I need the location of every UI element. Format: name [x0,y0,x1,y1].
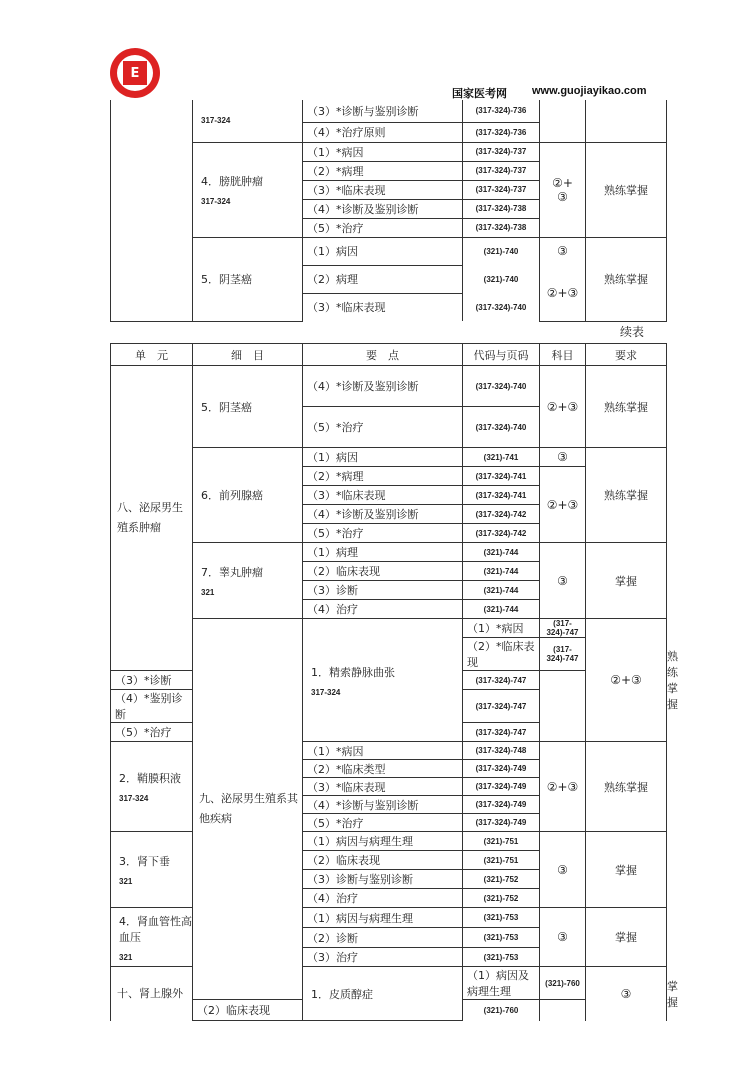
code-cell: (321)-760 [540,967,586,1000]
subject-cell: ③ [540,832,586,908]
site-url[interactable]: www.guojiayikao.com [532,85,647,97]
point-cell: （4）*诊断与鉴别诊断 [303,796,463,814]
subject-cell: ③ [586,967,667,1021]
code-cell: (321)-753 [463,928,540,948]
unit-cell: 十、肾上腺外 [111,967,193,1021]
requirement-cell: 熟练掌握 [586,237,667,321]
point-cell: （5）*治疗 [303,218,463,237]
logo [110,48,160,98]
code-cell: (321)-744 [463,581,540,600]
point-cell: （4）*鉴别诊断 [111,690,193,723]
column-header: 细 目 [193,344,303,366]
point-cell: （2）*临床类型 [303,760,463,778]
code-cell: (321)-741 [463,448,540,467]
code-cell: (317-324)-747 [463,690,540,723]
code-cell: (321)-751 [463,832,540,851]
point-cell: （3）*临床表现 [303,778,463,796]
code-cell: (317-324)-749 [463,778,540,796]
column-header: 科目 [540,344,586,366]
point-cell: （4）*诊断及鉴别诊断 [303,199,463,218]
detail-cell: 4．膀胱肿瘤 317-324 [193,142,303,237]
unit-cell: 九、泌尿男生殖系其他疾病 [193,619,303,1000]
point-cell: （2）*病理 [303,467,463,486]
requirement-cell: 熟练掌握 [586,448,667,543]
point-cell: （2）临床表现 [303,562,463,581]
subject-cell: ②+③ [540,742,586,832]
detail-cell: 2．鞘膜积液 317-324 [111,742,193,832]
subject-cell: ③ [540,908,586,967]
unit-cell: 八、泌尿男生殖系肿瘤 [111,366,193,671]
point-cell: （1）病因及病理生理 [463,967,540,1000]
logo-mark-icon: E [123,61,147,85]
code-cell: (321)-752 [463,870,540,889]
detail-cell: 1．皮质醇症 [303,967,463,1021]
code-cell: (321)-744 [463,562,540,581]
subject-cell: ③ [540,448,586,467]
column-header: 要 点 [303,344,463,366]
code-cell: (317-324)-736 [463,122,540,142]
code-cell: (317-324)-748 [463,742,540,760]
point-cell: （4）*诊断及鉴别诊断 [303,366,463,407]
code-cell: (317-324)-740 [463,366,540,407]
code-cell: (317-324)-747 [540,619,586,638]
point-cell: （1）病因 [303,448,463,467]
code-cell: (321)-744 [463,600,540,619]
point-cell: （2）*病理 [303,161,463,180]
column-header: 要求 [586,344,667,366]
syllabus-table-top [110,100,667,322]
point-cell: （3）*临床表现 [303,486,463,505]
point-cell: （4）*治疗原则 [303,122,463,142]
point-cell: （2）临床表现 [193,1000,303,1021]
detail-cell: 3．肾下垂 321 [111,832,193,908]
header-row [111,344,667,366]
subject-cell: ③ [540,237,586,265]
point-cell: （2）诊断 [303,928,463,948]
unit-cell [111,100,193,321]
code-cell: (321)-744 [463,543,540,562]
code-cell: (321)-753 [463,948,540,967]
point-cell: （2）*临床表现 [463,638,540,671]
code-cell: (321)-740 [463,265,540,293]
code-cell: (321)-740 [463,237,540,265]
subject-cell: ③ [540,543,586,619]
subject-cell: ②+ ③ [540,142,586,237]
detail-cell: 4．肾血管性高血压 321 [111,908,193,967]
code-cell: (317-324)-742 [463,524,540,543]
requirement-cell [586,100,667,142]
point-cell: （5）*治疗 [111,723,193,742]
code-cell: (317-324)-737 [463,180,540,199]
code-cell: (317-324)-749 [463,796,540,814]
point-cell: （2）病理 [303,265,463,293]
column-header: 代码与页码 [463,344,540,366]
requirement-cell: 掌握 [586,832,667,908]
code-cell: (317-324)-738 [463,199,540,218]
point-cell: （1）病理 [303,543,463,562]
code-cell: (317-324)-740 [463,293,540,321]
point-cell: （4）*诊断及鉴别诊断 [303,505,463,524]
detail-cell: 317-324 [193,100,303,142]
syllabus-table: 单 元 细 目 要 点 代码与页码 科目 要求 八、泌尿男生殖系肿瘤 5．阴茎癌 （4）*诊断及鉴别诊断 (317-324)-740 ②+③ 熟练掌握 （5）*治疗 (317-324)-740 6．前列腺癌 （1）病因 (321)-741 ③ 熟练掌握 （2）*病理 (317-324)-741 ②+③ （3）*临床表现 (317-324)-741 （4）*诊断及鉴别诊断 (317-324)-742 （5）*治疗 (317-324)-742 7．睾丸肿瘤 321 （1）病理 (321)-744 ③ 掌握 （2）临床表现 (321)-744 （3）诊断 (321)-744 （4）治疗 (321)-744 九、泌尿男生殖系其他疾病 1．精索静脉曲张 317-324 （1）*病因 (317-324)-747 ②+③ 熟练掌握 （2）*临床表现 (317-324)-747 （3）*诊断 (317-324)-747 （4）*鉴别诊断 (317-324)-747 （5）*治疗 (317-324)-747 2．鞘膜积液 317-324 （1）*病因 (317-324)-748 ②+③ 熟练掌握 （2）*临床类型 (317-324)-749 （3）*临床表现 (317-324)-749 （4）*诊断与鉴别诊断 (317-324)-749 （5）*治疗 (317-324)-749 3．肾下垂 321 （1）病因与病理生理 (321)-751 ③ 掌握 （2）临床表现 (321)-751 （3）诊断与鉴别诊断 (321)-752 （4）治疗 (321)-752 4．肾血管性高血压 321 （1）病因与病理生理 (321)-753 ③ 掌握 （2）诊断 (321)-753 （3）治疗 (321)-753 十、肾上腺外 1．皮质醇症 （1）病因及病理生理 (321)-760 ③ 掌握 （2）临床表现 (321)-760 [110,343,667,1021]
code-cell: (317-324)-741 [463,486,540,505]
point-cell: （1）病因 [303,237,463,265]
subject-cell [540,100,586,142]
site-name: 国家医考网 [452,87,507,100]
subject-cell: ②+③ [540,366,586,448]
column-header: 单 元 [111,344,193,366]
code-cell: (317-324)-742 [463,505,540,524]
code-cell: (317-324)-738 [463,218,540,237]
code-cell: (317-324)-747 [540,638,586,671]
point-cell: （5）*治疗 [303,814,463,832]
point-cell: （4）治疗 [303,600,463,619]
point-cell: （3）*诊断 [111,671,193,690]
code-cell: (317-324)-737 [463,161,540,180]
requirement-cell: 熟练掌握 [586,366,667,448]
code-cell: (317-324)-749 [463,814,540,832]
point-cell: （3）*临床表现 [303,293,463,321]
point-cell: （1）*病因 [303,142,463,161]
requirement-cell: 掌握 [586,908,667,967]
subject-cell: ②+③ [540,467,586,543]
code-cell: (317-324)-749 [463,760,540,778]
detail-cell: 1．精索静脉曲张 317-324 [303,619,463,742]
point-cell: （3）诊断 [303,581,463,600]
detail-cell: 7．睾丸肿瘤 321 [193,543,303,619]
point-cell: （1）病因与病理生理 [303,832,463,851]
point-cell: （1）*病因 [303,742,463,760]
detail-cell: 6．前列腺癌 [193,448,303,543]
subject-cell: ②+③ [540,265,586,321]
detail-cell: 5．阴茎癌 [193,237,303,321]
code-cell: (321)-753 [463,908,540,928]
point-cell: （3）*临床表现 [303,180,463,199]
point-cell: （3）*诊断与鉴别诊断 [303,100,463,122]
point-cell: （1）病因与病理生理 [303,908,463,928]
code-cell: (321)-752 [463,889,540,908]
requirement-cell: 熟练掌握 [586,142,667,237]
requirement-cell: 掌握 [586,543,667,619]
point-cell: （2）临床表现 [303,851,463,870]
point-cell: （3）治疗 [303,948,463,967]
code-cell: (317-324)-740 [463,407,540,448]
point-cell: （4）治疗 [303,889,463,908]
code-cell: (317-324)-741 [463,467,540,486]
detail-cell: 5．阴茎癌 [193,366,303,448]
point-cell: （3）诊断与鉴别诊断 [303,870,463,889]
code-cell: (321)-760 [463,1000,540,1021]
requirement-cell: 熟练掌握 [586,742,667,832]
code-cell: (317-324)-736 [463,100,540,122]
point-cell: （5）*治疗 [303,407,463,448]
continued-label: 续表 [620,325,645,339]
subject-cell: ②+③ [586,619,667,742]
code-cell: (317-324)-737 [463,142,540,161]
code-cell: (317-324)-747 [463,671,540,690]
code-cell: (317-324)-747 [463,723,540,742]
point-cell: （5）*治疗 [303,524,463,543]
point-cell: （1）*病因 [463,619,540,638]
code-cell: (321)-751 [463,851,540,870]
